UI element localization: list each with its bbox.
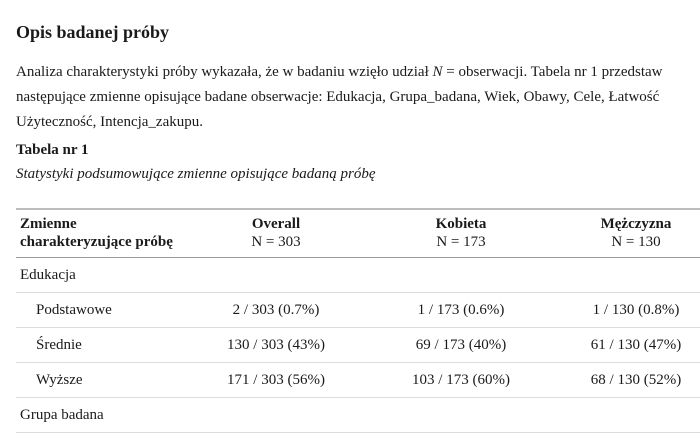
summary-table <box>16 210 700 433</box>
paragraph-line-1-start: Analiza charakterystyki próby wykazała, że w badaniu wzięło udział <box>16 64 433 80</box>
table-row-group <box>16 398 700 433</box>
column-name: Overall <box>251 216 301 232</box>
section-heading: Opis badanej próby <box>16 22 170 42</box>
column-header-overall <box>186 210 366 258</box>
cell-mezczyzna <box>556 258 700 293</box>
cell-overall: 171 / 303 (56%) <box>186 363 366 398</box>
row-label: Wyższe <box>16 363 186 398</box>
document-page <box>16 0 700 438</box>
column-n: N = 173 <box>436 234 486 250</box>
column-header-kobieta <box>366 210 556 258</box>
table-header-row <box>16 210 700 258</box>
table-title: Tabela nr 1 <box>16 142 89 158</box>
cell-overall: 2 / 303 (0.7%) <box>186 293 366 328</box>
row-label: Podstawowe <box>16 293 186 328</box>
table-row-group <box>16 258 700 293</box>
stub-header <box>16 210 186 258</box>
cell-kobieta <box>366 258 556 293</box>
cell-kobieta <box>366 398 556 433</box>
column-name: Mężczyzna <box>600 216 672 232</box>
column-name: Kobieta <box>435 216 487 232</box>
cell-overall <box>186 398 366 433</box>
cell-overall <box>186 258 366 293</box>
cell-mezczyzna <box>556 398 700 433</box>
row-label: Średnie <box>16 328 186 363</box>
intro-paragraph <box>16 60 700 135</box>
stub-header-line-1: Zmienne <box>20 216 77 232</box>
row-label: Grupa badana <box>16 398 186 433</box>
cell-mezczyzna: 1 / 130 (0.8%) <box>556 293 700 328</box>
paragraph-line-2: następujące zmienne opisujące badane obserwacje: Edukacja, Grupa_badana, Wiek, Obawy, Cele, Łatwość <box>16 89 660 105</box>
column-header-mezczyzna <box>556 210 700 258</box>
cell-kobieta: 69 / 173 (40%) <box>366 328 556 363</box>
paragraph-line-1 <box>16 60 700 85</box>
table-row <box>16 328 700 363</box>
column-n: N = 303 <box>251 234 301 250</box>
table-row <box>16 363 700 398</box>
cell-kobieta: 1 / 173 (0.6%) <box>366 293 556 328</box>
row-label: Edukacja <box>16 258 186 293</box>
cell-mezczyzna: 61 / 130 (47%) <box>556 328 700 363</box>
cell-mezczyzna: 68 / 130 (52%) <box>556 363 700 398</box>
table-row <box>16 293 700 328</box>
column-n: N = 130 <box>611 234 661 250</box>
stub-header-line-2: charakteryzujące próbę <box>20 234 173 250</box>
paragraph-line-3: Użyteczność, Intencja_zakupu. <box>16 114 203 130</box>
cell-kobieta: 103 / 173 (60%) <box>366 363 556 398</box>
table-caption: Statystyki podsumowujące zmienne opisujące badaną próbę <box>16 166 376 182</box>
cell-overall: 130 / 303 (43%) <box>186 328 366 363</box>
paragraph-line-1-end: = obserwacji. Tabela nr 1 przedstaw <box>442 64 663 80</box>
n-variable: N <box>432 64 443 80</box>
